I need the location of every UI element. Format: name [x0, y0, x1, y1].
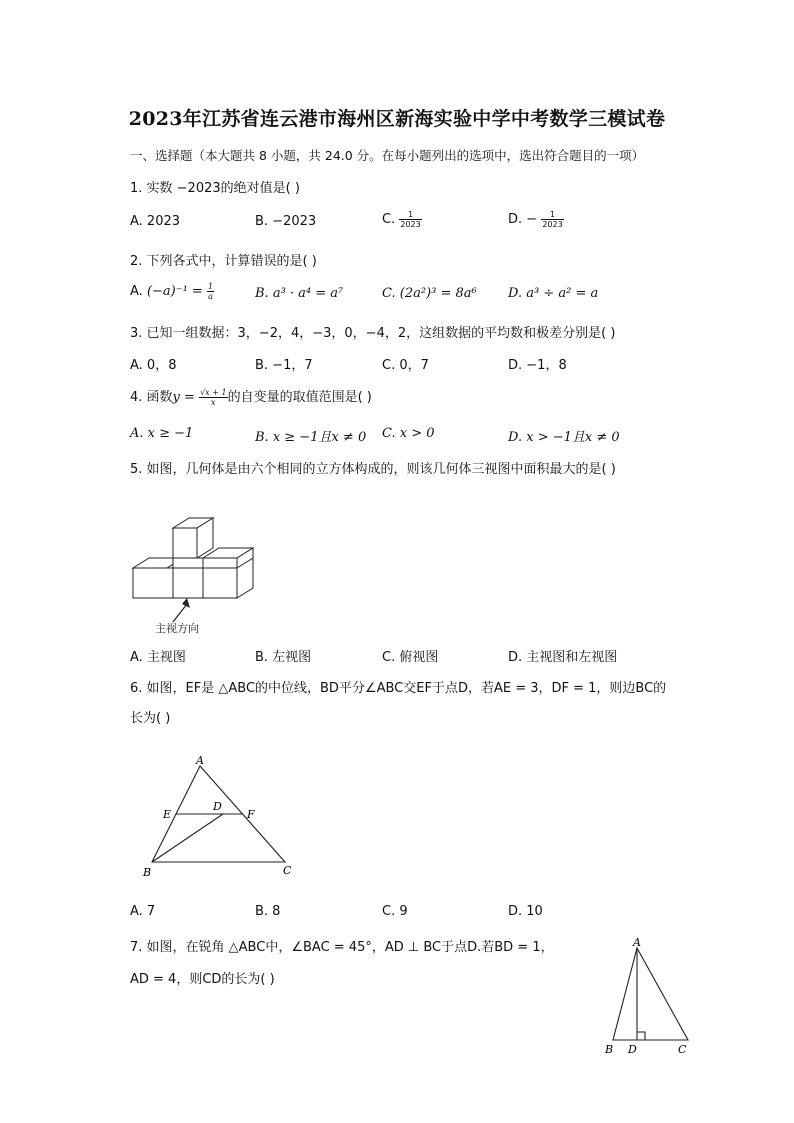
q3-option-c: C. 0，7 — [382, 358, 429, 373]
figure-label-main-view: 主视方向 — [155, 622, 199, 635]
q6-label-a: A — [196, 754, 204, 767]
question-7-stem-line1: 7. 如图，在锐角 △ABC中，∠BAC = 45°，AD ⊥ BC于点D.若BD = 1， — [130, 940, 554, 955]
q4-option-c: C. x > 0 — [382, 426, 435, 441]
triangle-midline-figure — [135, 750, 305, 880]
direction-arrow-icon — [182, 598, 190, 608]
q2-option-c: C. (2a²)³ = 8a⁶ — [382, 286, 477, 301]
q6-option-c: C. 9 — [382, 904, 408, 919]
q7-label-c: C — [678, 1043, 687, 1056]
q4-option-d: D. x > −1且x ≠ 0 — [508, 430, 620, 445]
q2-option-b: B. a³ · a⁴ = a⁷ — [255, 286, 344, 301]
question-5-stem: 5. 如图，几何体是由六个相同的立方体构成的，则该几何体三视图中面积最大的是( ) — [130, 462, 616, 477]
q5-option-a: A. 主视图 — [130, 650, 186, 665]
q6-label-d: D — [213, 800, 222, 813]
q5-option-c: C. 俯视图 — [382, 650, 439, 665]
q6-label-c: C — [283, 864, 292, 877]
q4-fraction: $\frac{√x + 1}{x}$ — [200, 388, 227, 407]
q3-option-a: A. 0，8 — [130, 358, 177, 373]
q3-option-b: B. −1，7 — [255, 358, 313, 373]
q1-option-d: D. − $\frac{1}{2023}$ — [508, 210, 563, 229]
q5-option-d: D. 主视图和左视图 — [508, 650, 618, 665]
q7-label-a: A — [633, 936, 641, 949]
q2-a-fraction: $\frac{1}{a}$ — [207, 282, 214, 301]
page-title: 2023年江苏省连云港市海州区新海实验中学中考数学三模试卷 — [128, 108, 666, 130]
question-3-stem: 3. 已知一组数据：3，−2，4，−3，0，−4，2，这组数据的平均数和极差分别是( ) — [130, 326, 616, 341]
q6-label-e: E — [163, 808, 172, 821]
acute-triangle-figure — [600, 934, 700, 1058]
q1-option-b: B. −2023 — [255, 214, 317, 229]
q6-option-b: B. 8 — [255, 904, 281, 919]
q3-option-d: D. −1，8 — [508, 358, 567, 373]
q7-label-b: B — [605, 1043, 614, 1056]
q4-option-b: B. x ≥ −1且x ≠ 0 — [255, 430, 367, 445]
question-6-stem-line2: 长为( ) — [130, 711, 171, 726]
cubes-figure — [125, 510, 255, 640]
question-7-stem-line2: AD = 4，则CD的长为( ) — [130, 972, 275, 987]
q1-c-fraction: $\frac{1}{2023}$ — [400, 210, 421, 229]
question-1-stem: 1. 实数 −2023的绝对值是( ) — [130, 181, 300, 196]
q7-label-d: D — [628, 1043, 637, 1056]
cube-front-left — [133, 568, 173, 598]
q6-label-f: F — [247, 808, 255, 821]
question-2-stem: 2. 下列各式中，计算错误的是( ) — [130, 254, 317, 269]
q5-option-b: B. 左视图 — [255, 650, 312, 665]
q4-option-a: A. x ≥ −1 — [130, 426, 194, 441]
q6-label-b: B — [143, 866, 152, 879]
section-heading: 一、选择题（本大题共 8 小题，共 24.0 分。在每小题列出的选项中，选出符合题目的一项） — [130, 148, 645, 163]
q1-d-fraction: $\frac{1}{2023}$ — [542, 210, 563, 229]
question-4-stem: 4. 函数y = $\frac{√x + 1}{x}$ 的自变量的取值范围是( ) — [130, 388, 372, 407]
q1-option-a: A. 2023 — [130, 214, 181, 229]
q1-option-c: C. $\frac{1}{2023}$ — [382, 210, 421, 229]
question-6-stem-line1: 6. 如图，EF是 △ABC的中位线，BD平分∠ABC交EF于点D，若AE = 3，DF = 1，则边BC的 — [130, 681, 667, 696]
q6-option-d: D. 10 — [508, 904, 543, 919]
q6-option-a: A. 7 — [130, 904, 156, 919]
q2-option-a: A. (−a)⁻¹ = $\frac{1}{a}$ — [130, 282, 214, 301]
q2-option-d: D. a³ ÷ a² = a — [508, 286, 599, 301]
